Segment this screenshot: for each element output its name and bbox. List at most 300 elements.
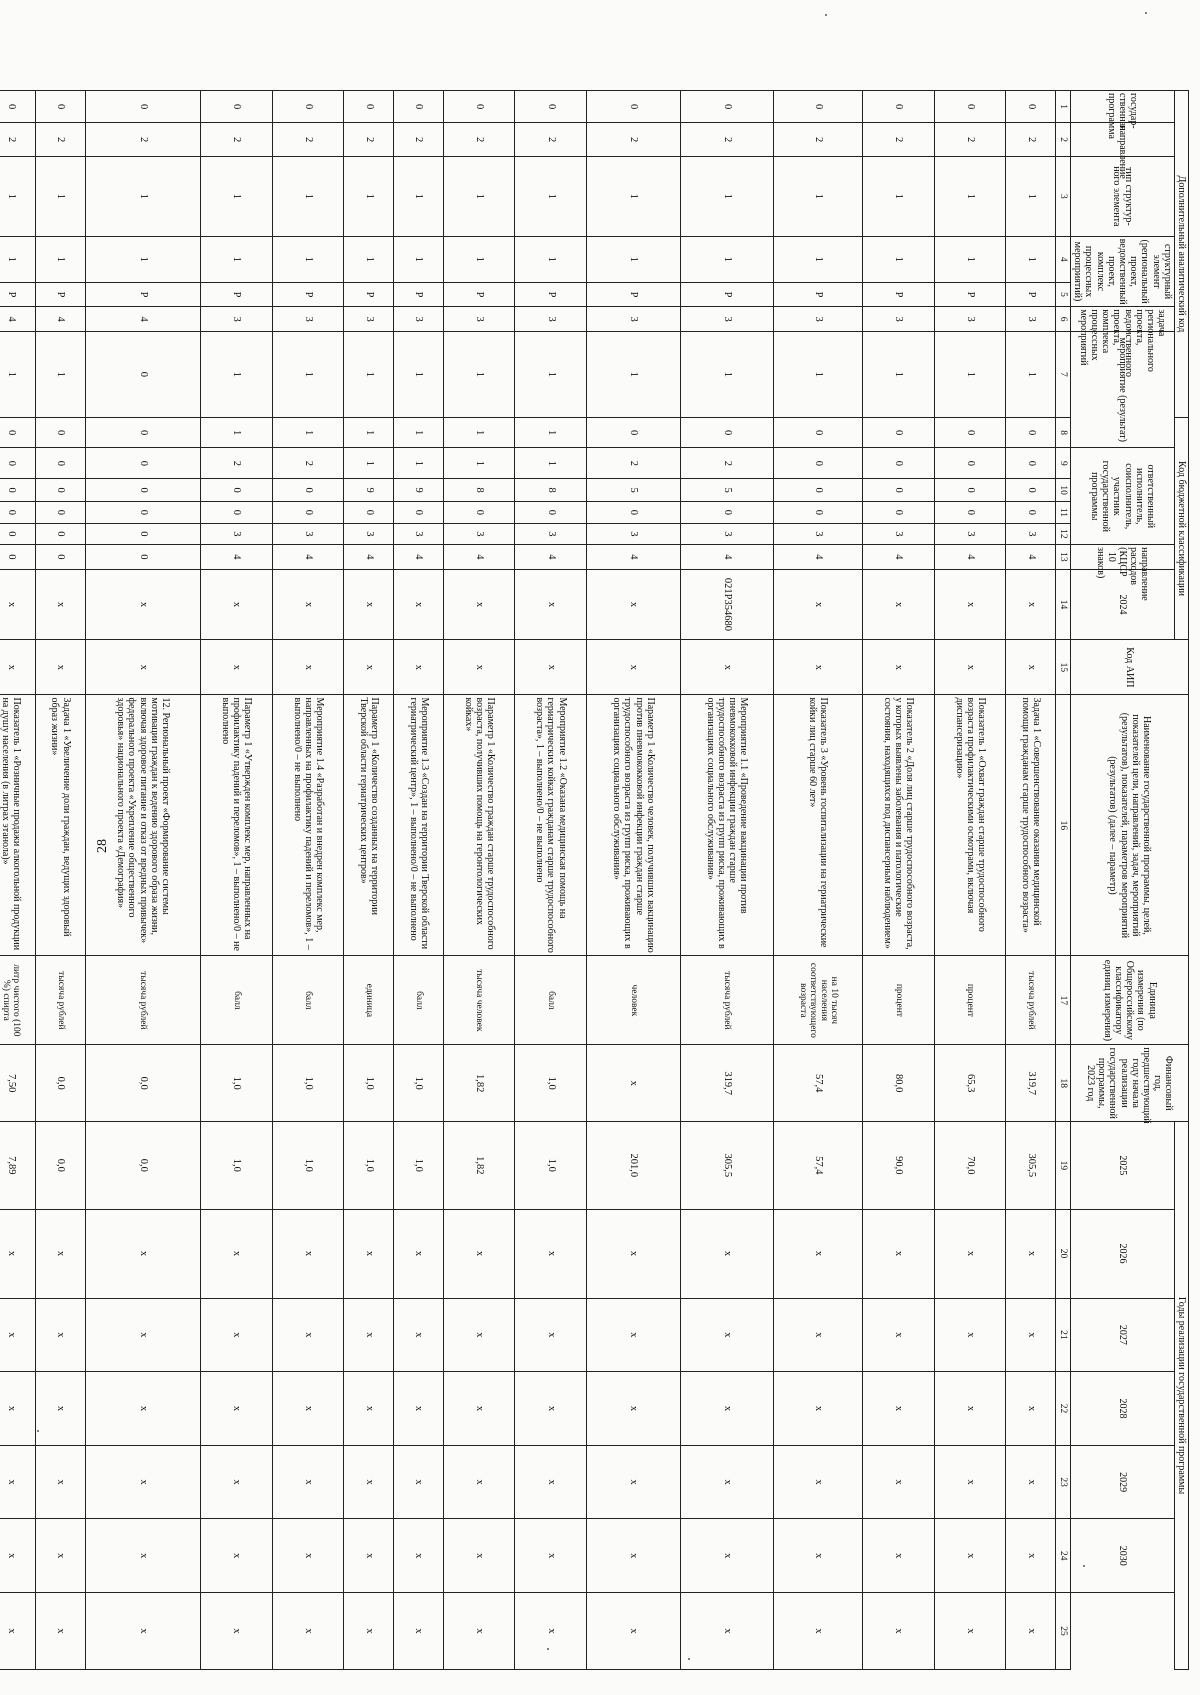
year-value: х — [680, 1519, 774, 1593]
year-value: х — [36, 1209, 86, 1298]
unit-cell: балл — [394, 956, 444, 1045]
code-cell: Р — [680, 282, 774, 307]
year-value: х — [201, 1209, 273, 1298]
header-fin-year: Финансовый год, предшествующий году начала реализации государственной программы, 2023 год — [1071, 1045, 1189, 1122]
code-cell: 3 — [443, 523, 515, 544]
code-cell: 5 — [587, 479, 681, 502]
code-cell: 1 — [587, 331, 681, 417]
item-name: Показатель 2 «Доля лиц старше трудоспособного возраста, у которых выявлены заболевания и патологические состояния, находящихся под диспансерным наблюдением» — [863, 695, 935, 956]
code-cell: 1 — [515, 236, 587, 282]
code-cell: х — [443, 569, 515, 640]
code-cell: Р — [515, 282, 587, 307]
code-cell: 0 — [0, 417, 36, 448]
year-value: х — [85, 1372, 200, 1446]
code-cell: 0 — [934, 448, 1006, 479]
code-cell: 0 — [934, 502, 1006, 523]
year-value: х — [1006, 1445, 1056, 1519]
code-cell: 0 — [774, 417, 863, 448]
year-value: х — [36, 1445, 86, 1519]
code-cell: 2 — [680, 448, 774, 479]
code-cell: 0 — [344, 502, 394, 523]
code-cell: 0 — [344, 91, 394, 123]
year-value: х — [36, 1372, 86, 1446]
code-cell: 3 — [1006, 523, 1056, 544]
column-number: 15 — [1056, 640, 1071, 695]
code-cell: 3 — [774, 307, 863, 332]
table-row — [36, 91, 86, 1670]
year-value: х — [443, 1519, 515, 1593]
code-cell: 1 — [36, 331, 86, 417]
code-cell: 5 — [680, 479, 774, 502]
table-row — [515, 91, 587, 1670]
code-cell: 2 — [680, 123, 774, 157]
code-cell: 0 — [36, 91, 86, 123]
code-cell: 3 — [201, 523, 273, 544]
code-cell: 1 — [515, 156, 587, 236]
code-cell: Р — [0, 282, 36, 307]
code-cell: 1 — [344, 156, 394, 236]
code-cell: 1 — [934, 331, 1006, 417]
year-value: х — [36, 1519, 86, 1593]
code-cell: 0 — [0, 479, 36, 502]
year-value: х — [85, 1519, 200, 1593]
year-value: х — [587, 1372, 681, 1446]
item-name: Мероприятие 1.4 «Разработан и внедрен комплекс мер, направленных на профилактику падений и переломов», 1 – выполнено/0 – не выполнено — [272, 695, 344, 956]
code-cell: 1 — [0, 156, 36, 236]
code-cell: 3 — [934, 523, 1006, 544]
year-value: х — [344, 1372, 394, 1446]
value-2023: 7,50 — [0, 1045, 36, 1122]
code-cell: 0 — [36, 523, 86, 544]
code-cell: 1 — [934, 156, 1006, 236]
code-cell: х — [0, 569, 36, 640]
code-cell: 3 — [934, 307, 1006, 332]
year-value: х — [85, 1593, 200, 1670]
year-value: х — [443, 1593, 515, 1670]
code-cell: 4 — [863, 545, 935, 570]
code-cell: 0 — [394, 91, 444, 123]
year-value: х — [443, 1445, 515, 1519]
year-value: х — [934, 1445, 1006, 1519]
code-cell: 0 — [394, 502, 444, 523]
item-name: Мероприятие 1.3 «Создан на территории Тверской области гериатрический центр», 1 – выполнено/0 – не выполнено — [394, 695, 444, 956]
code-cell: 3 — [515, 307, 587, 332]
column-number: 20 — [1056, 1209, 1071, 1298]
code-cell: 0 — [0, 545, 36, 570]
code-cell: х — [85, 569, 200, 640]
year-value: 90,0 — [863, 1122, 935, 1209]
year-value: х — [272, 1209, 344, 1298]
year-value: х — [1006, 1593, 1056, 1670]
code-cell: 1 — [344, 448, 394, 479]
year-value: х — [680, 1372, 774, 1446]
column-number: 5 — [1056, 282, 1071, 307]
code-cell: 0 — [272, 479, 344, 502]
code-cell: 0 — [443, 502, 515, 523]
code-cell: х — [36, 640, 86, 695]
header-year-2028: 2028 — [1071, 1372, 1175, 1446]
unit-cell: тысяча рублей — [680, 956, 774, 1045]
code-cell: 3 — [587, 523, 681, 544]
year-value: х — [774, 1372, 863, 1446]
code-cell: 3 — [394, 307, 444, 332]
year-value: х — [394, 1298, 444, 1372]
code-cell: 0 — [272, 502, 344, 523]
code-cell: 1 — [680, 236, 774, 282]
code-cell: 1 — [344, 417, 394, 448]
table-body — [0, 91, 1056, 1670]
code-cell: х — [863, 569, 935, 640]
year-value: х — [394, 1372, 444, 1446]
code-cell: 1 — [515, 331, 587, 417]
code-cell: Р — [934, 282, 1006, 307]
code-cell: 3 — [515, 523, 587, 544]
header-additional: Дополнительный аналитический код — [1174, 91, 1188, 418]
code-cell: 0 — [85, 479, 200, 502]
code-cell: 2 — [587, 123, 681, 157]
code-cell: х — [443, 640, 515, 695]
column-number: 24 — [1056, 1519, 1071, 1593]
code-cell: 0 — [85, 448, 200, 479]
year-value: х — [1006, 1209, 1056, 1298]
code-cell: Р — [85, 282, 200, 307]
code-cell: 0 — [934, 479, 1006, 502]
code-cell: 0 — [36, 417, 86, 448]
year-value: х — [587, 1593, 681, 1670]
code-cell: 9 — [344, 479, 394, 502]
code-cell: 1 — [201, 236, 273, 282]
code-cell: х — [863, 640, 935, 695]
code-cell: 4 — [0, 307, 36, 332]
column-number: 21 — [1056, 1298, 1071, 1372]
page-number: 28 — [95, 839, 110, 853]
column-number: 3 — [1056, 156, 1071, 236]
year-value: х — [394, 1209, 444, 1298]
header-years-group: Годы реализации государственной программы — [1174, 1122, 1188, 1670]
header-name: Наименование государственной программы, целей, показателей цели, направлений, задач, мероприятий (результатов), показателей, параметров мероприятий (результатов) (далее – параметр) — [1071, 695, 1189, 956]
code-cell: 0 — [1006, 502, 1056, 523]
table-row — [85, 91, 200, 1670]
column-number: 17 — [1056, 956, 1071, 1045]
item-name: Мероприятие 1.2 «Оказана медицинская помощь на гериатрических койках гражданам старше трудоспособного возраста», 1 – выполнено/0 – не выполнено — [515, 695, 587, 956]
code-cell: 1 — [587, 156, 681, 236]
code-cell: 1 — [0, 236, 36, 282]
code-cell: 2 — [934, 123, 1006, 157]
code-cell: х — [680, 640, 774, 695]
code-cell: х — [774, 569, 863, 640]
table-row — [587, 91, 681, 1670]
code-cell: х — [774, 640, 863, 695]
code-cell: 0 — [443, 91, 515, 123]
table-row — [934, 91, 1006, 1670]
code-cell: х — [201, 640, 273, 695]
header-zadacha: задача регионального проекта, ведомственного проекта, комплекса процессных мероприятий — [1071, 307, 1175, 332]
year-value: х — [36, 1298, 86, 1372]
item-name: Параметр 1 «Количество граждан старше трудоспособного возраста, получивших помощь на геронтологических койках» — [443, 695, 515, 956]
code-cell: 0 — [85, 523, 200, 544]
column-numbers-row — [1056, 91, 1071, 1670]
code-cell: х — [272, 569, 344, 640]
year-value: х — [394, 1593, 444, 1670]
code-cell: 4 — [774, 545, 863, 570]
table-row — [272, 91, 344, 1670]
code-cell: 2 — [587, 448, 681, 479]
code-cell: 1 — [774, 236, 863, 282]
code-cell: 0 — [680, 502, 774, 523]
code-cell: 0 — [587, 91, 681, 123]
column-number: 19 — [1056, 1122, 1071, 1209]
value-2023: 80,0 — [863, 1045, 935, 1122]
year-value: х — [0, 1519, 36, 1593]
table-row — [1006, 91, 1056, 1670]
code-cell: 1 — [443, 156, 515, 236]
header-budget: Код бюджетной классификации — [1174, 417, 1188, 639]
code-cell: 0 — [201, 502, 273, 523]
code-cell: 1 — [201, 417, 273, 448]
unit-cell: балл — [201, 956, 273, 1045]
code-cell: 1 — [587, 236, 681, 282]
column-number: 10 — [1056, 479, 1071, 502]
table-row — [344, 91, 394, 1670]
code-cell: 0 — [36, 545, 86, 570]
code-cell: 2 — [201, 448, 273, 479]
code-cell: Р — [774, 282, 863, 307]
value-2023: х — [587, 1045, 681, 1122]
table-row — [863, 91, 935, 1670]
value-2023: 0,0 — [36, 1045, 86, 1122]
code-cell: 1 — [36, 156, 86, 236]
year-value: 1,0 — [272, 1122, 344, 1209]
code-cell: 0 — [85, 91, 200, 123]
item-name: Мероприятие 1.1 «Проведение вакцинации против пневмококковой инфекции граждан старше трудоспособного возраста из групп риска, проживающих в организациях социального обслуживания» — [680, 695, 774, 956]
column-number: 14 — [1056, 569, 1071, 640]
year-value: х — [515, 1445, 587, 1519]
header-year-2029: 2029 — [1071, 1445, 1175, 1519]
year-value: х — [680, 1209, 774, 1298]
column-number: 25 — [1056, 1593, 1071, 1670]
item-name: Показатель 3 «Уровень госпитализации на гериатрические койки лиц старше 60 лет» — [774, 695, 863, 956]
code-cell: 1 — [394, 417, 444, 448]
year-value: 1,82 — [443, 1122, 515, 1209]
item-name: Задача 1 «Увеличение доли граждан, ведущих здоровый образ жизни» — [36, 695, 86, 956]
code-cell: 0 — [863, 417, 935, 448]
code-cell: х — [394, 569, 444, 640]
value-2023: 319,7 — [680, 1045, 774, 1122]
value-2023: 319,7 — [1006, 1045, 1056, 1122]
code-cell: 0 — [934, 417, 1006, 448]
code-cell: 0 — [0, 448, 36, 479]
unit-cell: тысяча человек — [443, 956, 515, 1045]
column-number: 4 — [1056, 236, 1071, 282]
unit-cell: на 10 тысяч населения соответствующего возраста — [774, 956, 863, 1045]
column-number: 11 — [1056, 502, 1071, 523]
year-value: х — [201, 1593, 273, 1670]
year-value: х — [36, 1593, 86, 1670]
code-cell: 1 — [680, 156, 774, 236]
year-value: 7,89 — [0, 1122, 36, 1209]
code-cell: 0 — [201, 91, 273, 123]
code-cell: 021Р354680 — [680, 569, 774, 640]
year-value: х — [344, 1445, 394, 1519]
column-number: 12 — [1056, 523, 1071, 544]
code-cell: 4 — [1006, 545, 1056, 570]
code-cell: х — [587, 569, 681, 640]
code-cell: 2 — [0, 123, 36, 157]
code-cell: 0 — [1006, 479, 1056, 502]
code-cell: 4 — [272, 545, 344, 570]
year-value: х — [587, 1209, 681, 1298]
year-value: х — [774, 1298, 863, 1372]
code-cell: 0 — [863, 448, 935, 479]
code-cell: 1 — [863, 331, 935, 417]
unit-cell: человек — [587, 956, 681, 1045]
code-cell: 1 — [272, 331, 344, 417]
code-cell: 4 — [36, 307, 86, 332]
value-2023: 1,0 — [272, 1045, 344, 1122]
code-cell: 0 — [863, 502, 935, 523]
code-cell: х — [934, 640, 1006, 695]
code-cell: х — [344, 569, 394, 640]
code-cell: Р — [443, 282, 515, 307]
column-number: 2 — [1056, 123, 1071, 157]
header-napravlenie: направление — [1071, 123, 1175, 157]
table-row — [443, 91, 515, 1670]
year-value: х — [863, 1593, 935, 1670]
year-value: х — [515, 1519, 587, 1593]
item-name: Параметр 1 «Количество человек, получивших вакцинацию против пневмококковой инфекции граждан старше трудоспособного возраста из групп риска, проживающих в организациях социального обслуживания» — [587, 695, 681, 956]
year-value: х — [344, 1209, 394, 1298]
code-cell: 3 — [587, 307, 681, 332]
code-cell: х — [85, 640, 200, 695]
value-2023: 57,4 — [774, 1045, 863, 1122]
code-cell: х — [1006, 569, 1056, 640]
year-value: х — [85, 1298, 200, 1372]
header-kod-aip: Код АИП — [1071, 640, 1189, 695]
year-value: х — [344, 1298, 394, 1372]
table-row — [394, 91, 444, 1670]
code-cell: 0 — [85, 417, 200, 448]
year-value: х — [774, 1445, 863, 1519]
code-cell: Р — [1006, 282, 1056, 307]
year-value: х — [863, 1519, 935, 1593]
code-cell: Р — [36, 282, 86, 307]
value-2023: 1,0 — [394, 1045, 444, 1122]
header-meropr: мероприятие (результат) — [1071, 331, 1175, 448]
value-2023: 1,82 — [443, 1045, 515, 1122]
item-name: Задача 1 «Совершенствование оказания медицинской помощи гражданам старше трудоспособного возраста» — [1006, 695, 1056, 956]
code-cell: х — [515, 569, 587, 640]
code-cell: 0 — [1006, 91, 1056, 123]
year-value: 1,0 — [344, 1122, 394, 1209]
code-cell: 1 — [394, 236, 444, 282]
item-name: Параметр 1 «Утвержден комплекс мер, направленных на профилактику падений и переломов», 1 – выполнено/0 – не выполнено — [201, 695, 273, 956]
program-table — [0, 90, 1189, 1670]
header-year-2030: 2030 — [1071, 1519, 1175, 1593]
year-value: х — [394, 1519, 444, 1593]
year-value: х — [515, 1298, 587, 1372]
code-cell: 1 — [863, 156, 935, 236]
code-cell: 3 — [863, 307, 935, 332]
code-cell: 2 — [344, 123, 394, 157]
year-value: х — [774, 1209, 863, 1298]
code-cell: 9 — [394, 479, 444, 502]
year-value: х — [344, 1593, 394, 1670]
year-value: х — [272, 1593, 344, 1670]
column-number: 18 — [1056, 1045, 1071, 1122]
year-value: х — [201, 1372, 273, 1446]
year-value: х — [863, 1372, 935, 1446]
year-value: х — [774, 1593, 863, 1670]
code-cell: 0 — [201, 479, 273, 502]
code-cell: х — [36, 569, 86, 640]
code-cell: 4 — [394, 545, 444, 570]
code-cell: 1 — [515, 448, 587, 479]
year-value: х — [443, 1298, 515, 1372]
code-cell: 0 — [587, 502, 681, 523]
year-value: х — [394, 1445, 444, 1519]
code-cell: 3 — [394, 523, 444, 544]
year-value: х — [934, 1372, 1006, 1446]
year-value: 0,0 — [85, 1122, 200, 1209]
year-value: 0,0 — [36, 1122, 86, 1209]
year-value: х — [774, 1519, 863, 1593]
code-cell: 2 — [201, 123, 273, 157]
code-cell: Р — [272, 282, 344, 307]
column-number: 1 — [1056, 91, 1071, 123]
code-cell: 1 — [515, 417, 587, 448]
code-cell: 2 — [515, 123, 587, 157]
item-name: Показатель 1 «Розничные продажи алкогольной продукции на душу населения (в литрах этанола)» — [0, 695, 36, 956]
code-cell: Р — [201, 282, 273, 307]
code-cell: 3 — [344, 523, 394, 544]
code-cell: 1 — [443, 236, 515, 282]
code-cell: 4 — [85, 307, 200, 332]
code-cell: 8 — [443, 479, 515, 502]
code-cell: 2 — [774, 123, 863, 157]
code-cell: 3 — [443, 307, 515, 332]
code-cell: 1 — [1006, 331, 1056, 417]
code-cell: 1 — [272, 417, 344, 448]
year-value: 1,0 — [515, 1122, 587, 1209]
code-cell: Р — [344, 282, 394, 307]
code-cell: 1 — [443, 448, 515, 479]
code-cell: 1 — [394, 448, 444, 479]
code-cell: х — [344, 640, 394, 695]
column-number: 8 — [1056, 417, 1071, 448]
code-cell: х — [201, 569, 273, 640]
code-cell: 0 — [36, 448, 86, 479]
year-value: х — [201, 1445, 273, 1519]
year-value: х — [587, 1519, 681, 1593]
unit-cell: балл — [515, 956, 587, 1045]
code-cell: 3 — [863, 523, 935, 544]
year-value: х — [272, 1298, 344, 1372]
header-unit: Единица измерения (по Общероссийскому классификатору единиц измерения) — [1071, 956, 1189, 1045]
unit-cell: процент — [863, 956, 935, 1045]
table-row — [774, 91, 863, 1670]
code-cell: 0 — [85, 545, 200, 570]
code-cell: 0 — [774, 91, 863, 123]
code-cell: 1 — [272, 236, 344, 282]
code-cell: 1 — [394, 156, 444, 236]
unit-cell: тысяча рублей — [1006, 956, 1056, 1045]
year-value: х — [680, 1593, 774, 1670]
header-year-2025: 2025 — [1071, 1122, 1175, 1209]
code-cell: 2 — [394, 123, 444, 157]
code-cell: 0 — [1006, 417, 1056, 448]
code-cell: 1 — [680, 331, 774, 417]
code-cell: 4 — [587, 545, 681, 570]
